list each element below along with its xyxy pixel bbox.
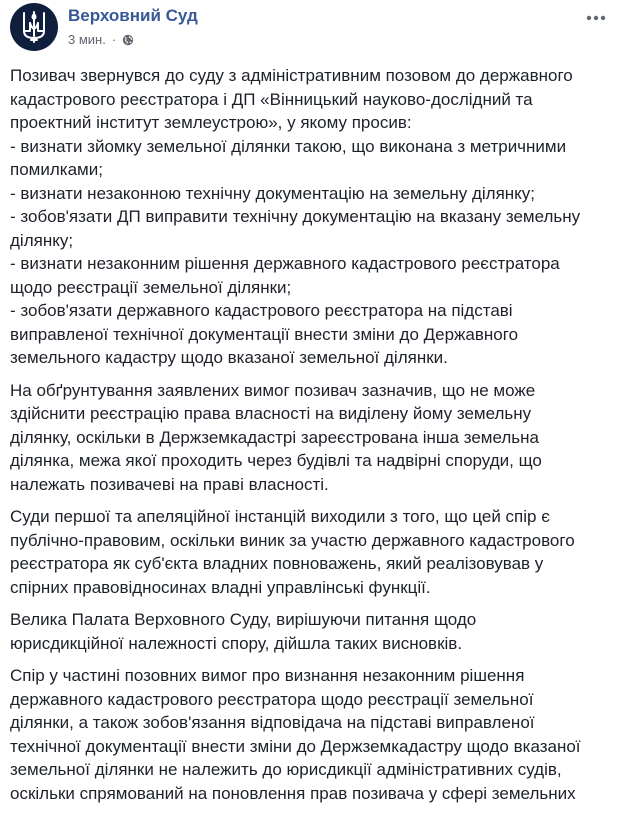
post-text-line: помилками; [10,160,103,179]
more-options-button[interactable] [584,8,608,28]
post-paragraph [10,64,608,370]
post-header [10,0,608,60]
post-text-line: належать позивачеві на праві власності. [10,474,329,494]
post-text-line: спірних правовідносинах владні управлінські функції. [10,577,431,597]
post-text-line: оскільки спрямований на поновлення прав позивача у сфері земельних [10,783,576,803]
post-text-line: - зобов'язати ДП виправити технічну документацію на вказану земельну [10,207,581,226]
post-text-line: ділянки, а також зобов'язання відповідача на підставі виправленої [10,713,535,732]
post-text-line: Суди першої та апеляційної інстанцій виходили з того, що цей спір є [10,507,550,526]
post-text-line: - визнати незаконною технічну документацію на земельну ділянку; [10,183,536,203]
post-text-line: ділянку; [10,230,74,250]
post-text-line: юрисдикційної належності спору, дійшла таких висновків. [10,633,463,653]
post-text-line: виправленої технічної документації внести зміни до Державного [10,324,519,344]
post-paragraph [10,379,608,497]
page-avatar[interactable] [10,3,58,51]
post-text-line: щодо реєстрації земельної ділянки; [10,277,292,297]
post-paragraph [10,505,608,599]
post-text-line: кадастрового реєстратора і ДП «Вінницький науково-дослідний та [10,89,533,109]
post-text-line: проектний інститут землеустрою», у якому просив: [10,113,412,132]
post-text-line: - зобов'язати державного кадастрового реєстратора на підставі [10,301,513,320]
post-text [10,64,608,814]
meta-separator: · [111,32,117,47]
post-text-line: Позивач звернувся до суду з адміністративним позовом до державного [10,66,573,85]
post-text-line: ділянку, оскільки в Держземкадастрі зареєстрована інша земельна [10,427,539,447]
page-name-link[interactable]: Верховний Суд [68,6,198,25]
post-text-line: - визнати зйомку земельної ділянки такою, що виконана з метричними [10,136,567,156]
post-meta [68,32,134,47]
post-timestamp[interactable]: 3 мин. [68,32,106,47]
post-text-line: Велика Палата Верховного Суду, вирішуючи питання щодо [10,610,477,629]
post-text-line: земельної ділянки не належить до юрисдикції адміністративних судів, [10,760,562,779]
post-text-line: - визнати незаконним рішення державного кадастрового реєстратора [10,254,560,273]
post-text-line: земельного кадастру щодо вказаної земельної ділянки. [10,348,448,367]
post-text-line: На обґрунтування заявлених вимог позивач зазначив, що не може [10,380,536,400]
post-text-line: державного кадастрового реєстратора щодо реєстрації земельної [10,689,534,709]
post-text-line: реєстратора як суб'єкта владних повноважень, який реалізовував у [10,554,544,573]
post-text-line: ділянка, межа якої проходить через будівлі та надвірні споруди, що [10,451,542,470]
post-text-line: публічно-правовим, оскільки виник за участю державного кадастрового [10,530,575,550]
post-text-line: здійснити реєстрацію права власності на виділену йому земельну [10,404,532,423]
post-paragraph [10,608,608,655]
globe-icon[interactable] [122,34,134,46]
trident-emblem-icon [19,9,49,45]
post-text-line: технічної документації внести зміни до Держземкадастру щодо вказаної [10,736,581,756]
post-paragraph [10,664,608,805]
more-horizontal-icon [586,15,606,21]
post-text-line: Спір у частині позовних вимог про визнання незаконним рішення [10,666,525,685]
